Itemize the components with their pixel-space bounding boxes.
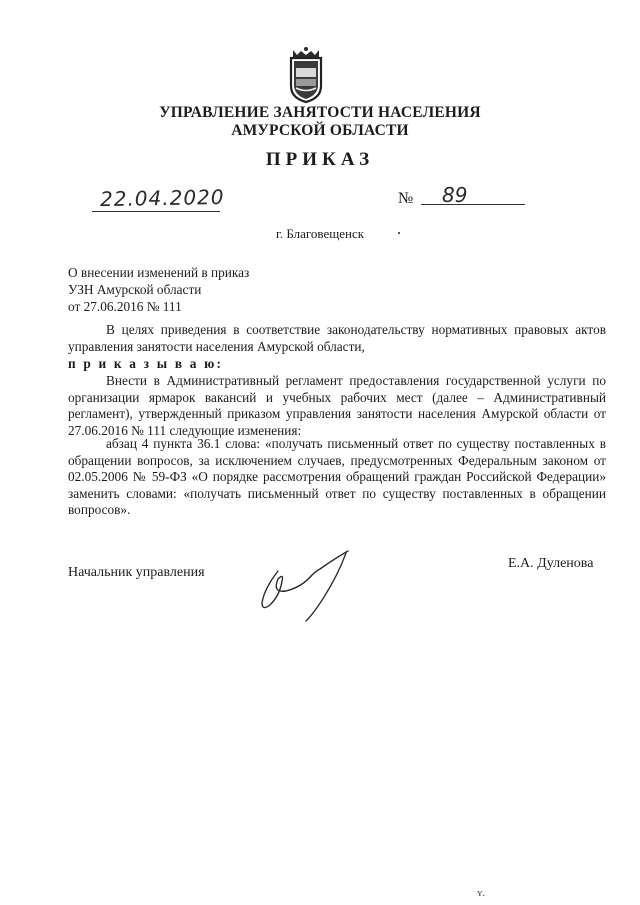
number-label: № <box>398 190 414 207</box>
page-mark: ʏ. <box>477 887 486 899</box>
coat-of-arms-icon <box>283 46 329 104</box>
subject-line1: О внесении изменений в приказ <box>68 265 250 280</box>
org-name-line1: УПРАВЛЕНИЕ ЗАНЯТОСТИ НАСЕЛЕНИЯ <box>159 104 481 121</box>
order-word: п р и к а з ы в а ю: <box>68 356 224 371</box>
amendment-paragraph: абзац 4 пункта 36.1 слова: «получать письменный ответ по существу поставленных в обращении вопросов, за исключением случаев, предусмотренных Федеральным законом от 02.05.2006 № 59-ФЗ «О порядке рассмотрения обращений граждан Российской Федерации» заменить словами: «получать письменный ответ по существу поставленных в обращении вопросов». <box>68 436 606 517</box>
date-underline <box>92 211 220 212</box>
signer-name: Е.А. Дуленова <box>508 556 594 571</box>
main-paragraph: Внести в Административный регламент предоставления государственной услуги по организации ярмарок вакансий и учебных рабочих мест (далее – Административный регламент), утвержденный приказом управления занятости населения Амурской области от 27.06.2016 № 111 следующие изменения: <box>68 373 606 438</box>
order-subject <box>68 264 249 315</box>
order-number: 89 <box>442 183 468 207</box>
number-underline <box>421 204 525 205</box>
org-name-line2: АМУРСКОЙ ОБЛАСТИ <box>231 122 409 139</box>
city: г. Благовещенск <box>275 226 365 241</box>
scan-speck <box>398 232 400 234</box>
intro-paragraph: В целях приведения в соответствие законодательству нормативных правовых актов управления занятости населения Амурской области, <box>68 322 606 354</box>
doc-title: ПРИКАЗ <box>265 149 375 170</box>
subject-line3: от 27.06.2016 № 111 <box>68 299 182 314</box>
handwritten-signature <box>250 545 360 625</box>
order-date: 22.04.2020 <box>99 184 225 212</box>
signer-position: Начальник управления <box>68 565 205 580</box>
subject-line2: УЗН Амурской области <box>68 282 202 297</box>
